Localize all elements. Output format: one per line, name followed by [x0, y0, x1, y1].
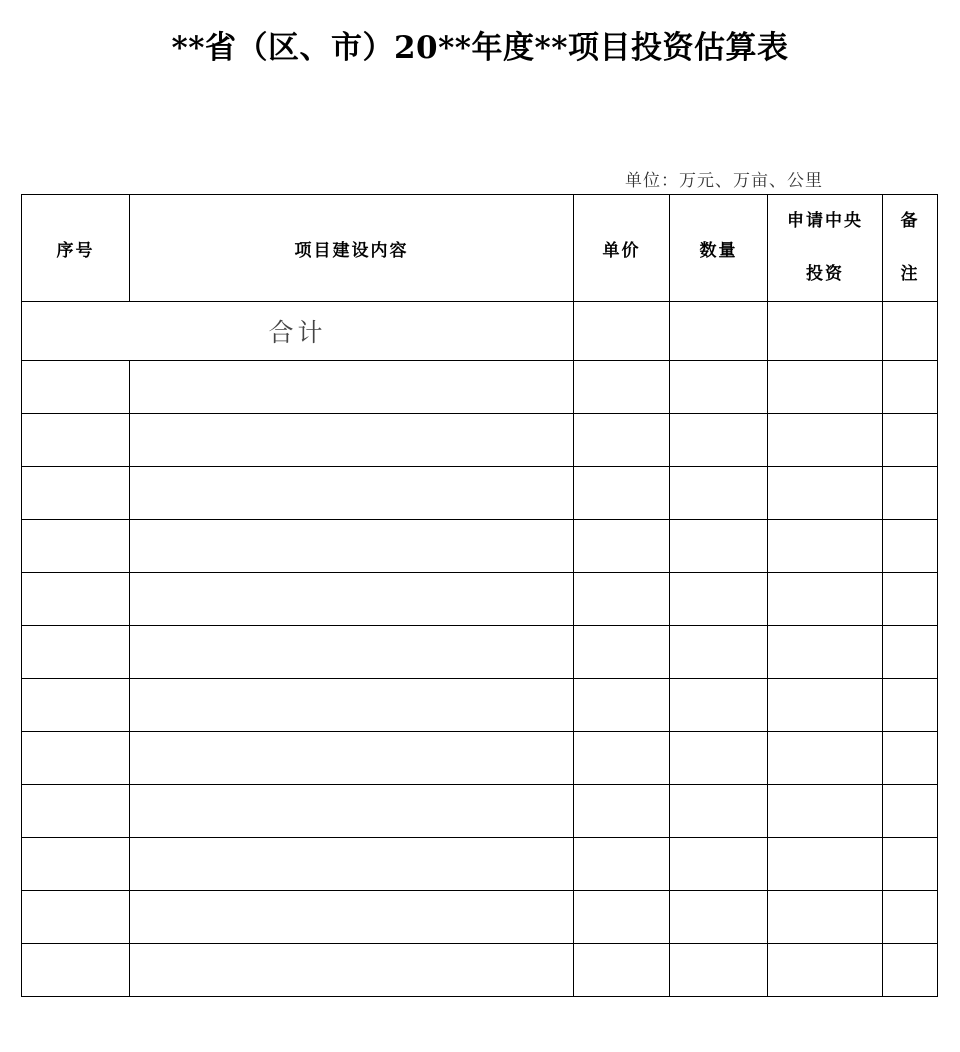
document-title: **省（区、市）20**年度**项目投资估算表	[171, 30, 789, 66]
total-central-investment-cell[interactable]	[768, 302, 883, 361]
remarks-cell[interactable]	[883, 838, 938, 891]
table-row	[22, 891, 938, 944]
header-seq: 序号	[22, 195, 130, 302]
seq-cell[interactable]	[22, 679, 130, 732]
total-row	[22, 302, 938, 361]
table-row	[22, 944, 938, 997]
seq-cell[interactable]	[22, 520, 130, 573]
unit-price-cell[interactable]	[574, 838, 670, 891]
unit-price-cell[interactable]	[574, 732, 670, 785]
content-cell[interactable]	[130, 732, 574, 785]
seq-cell[interactable]	[22, 732, 130, 785]
quantity-cell[interactable]	[670, 361, 768, 414]
content-cell[interactable]	[130, 361, 574, 414]
content-cell[interactable]	[130, 679, 574, 732]
content-cell[interactable]	[130, 520, 574, 573]
central-investment-cell[interactable]	[768, 679, 883, 732]
table-row	[22, 679, 938, 732]
seq-cell[interactable]	[22, 573, 130, 626]
remarks-cell[interactable]	[883, 361, 938, 414]
content-cell[interactable]	[130, 785, 574, 838]
header-remarks	[883, 195, 938, 302]
table-row	[22, 573, 938, 626]
table-row	[22, 467, 938, 520]
remarks-cell[interactable]	[883, 573, 938, 626]
header-remarks-line1: 备	[900, 211, 920, 231]
quantity-cell[interactable]	[670, 679, 768, 732]
unit-price-cell[interactable]	[574, 891, 670, 944]
content-cell[interactable]	[130, 626, 574, 679]
quantity-cell[interactable]	[670, 414, 768, 467]
central-investment-cell[interactable]	[768, 785, 883, 838]
seq-cell[interactable]	[22, 838, 130, 891]
unit-price-cell[interactable]	[574, 626, 670, 679]
table-row	[22, 414, 938, 467]
quantity-cell[interactable]	[670, 626, 768, 679]
header-central-investment-line2: 投资	[806, 264, 844, 284]
remarks-cell[interactable]	[883, 732, 938, 785]
header-unit-price: 单价	[574, 195, 670, 302]
investment-estimate-table	[21, 194, 938, 997]
header-remarks-line2: 注	[900, 264, 920, 284]
central-investment-cell[interactable]	[768, 520, 883, 573]
central-investment-cell[interactable]	[768, 891, 883, 944]
quantity-cell[interactable]	[670, 732, 768, 785]
quantity-cell[interactable]	[670, 573, 768, 626]
central-investment-cell[interactable]	[768, 626, 883, 679]
quantity-cell[interactable]	[670, 944, 768, 997]
unit-price-cell[interactable]	[574, 679, 670, 732]
content-cell[interactable]	[130, 838, 574, 891]
central-investment-cell[interactable]	[768, 732, 883, 785]
quantity-cell[interactable]	[670, 891, 768, 944]
unit-price-cell[interactable]	[574, 361, 670, 414]
quantity-cell[interactable]	[670, 520, 768, 573]
seq-cell[interactable]	[22, 891, 130, 944]
header-central-investment	[768, 195, 883, 302]
table-header-row	[22, 195, 938, 302]
content-cell[interactable]	[130, 414, 574, 467]
content-cell[interactable]	[130, 944, 574, 997]
central-investment-cell[interactable]	[768, 361, 883, 414]
unit-note: 单位：万元、万亩、公里	[625, 171, 823, 191]
total-remarks-cell[interactable]	[883, 302, 938, 361]
table-row	[22, 520, 938, 573]
table-row	[22, 626, 938, 679]
remarks-cell[interactable]	[883, 679, 938, 732]
quantity-cell[interactable]	[670, 785, 768, 838]
unit-price-cell[interactable]	[574, 467, 670, 520]
total-unit-price-cell[interactable]	[574, 302, 670, 361]
quantity-cell[interactable]	[670, 838, 768, 891]
table-row	[22, 732, 938, 785]
central-investment-cell[interactable]	[768, 944, 883, 997]
seq-cell[interactable]	[22, 467, 130, 520]
unit-price-cell[interactable]	[574, 944, 670, 997]
seq-cell[interactable]	[22, 361, 130, 414]
content-cell[interactable]	[130, 467, 574, 520]
header-central-investment-line1: 申请中央	[787, 211, 863, 231]
remarks-cell[interactable]	[883, 520, 938, 573]
total-label: 合计	[22, 302, 574, 361]
remarks-cell[interactable]	[883, 944, 938, 997]
table-row	[22, 361, 938, 414]
total-quantity-cell[interactable]	[670, 302, 768, 361]
central-investment-cell[interactable]	[768, 467, 883, 520]
quantity-cell[interactable]	[670, 467, 768, 520]
remarks-cell[interactable]	[883, 414, 938, 467]
central-investment-cell[interactable]	[768, 838, 883, 891]
unit-price-cell[interactable]	[574, 573, 670, 626]
central-investment-cell[interactable]	[768, 414, 883, 467]
content-cell[interactable]	[130, 891, 574, 944]
remarks-cell[interactable]	[883, 626, 938, 679]
unit-price-cell[interactable]	[574, 520, 670, 573]
seq-cell[interactable]	[22, 414, 130, 467]
remarks-cell[interactable]	[883, 891, 938, 944]
seq-cell[interactable]	[22, 626, 130, 679]
seq-cell[interactable]	[22, 785, 130, 838]
table-row	[22, 785, 938, 838]
central-investment-cell[interactable]	[768, 573, 883, 626]
content-cell[interactable]	[130, 573, 574, 626]
unit-price-cell[interactable]	[574, 785, 670, 838]
remarks-cell[interactable]	[883, 467, 938, 520]
header-quantity: 数量	[670, 195, 768, 302]
remarks-cell[interactable]	[883, 785, 938, 838]
seq-cell[interactable]	[22, 944, 130, 997]
header-content: 项目建设内容	[130, 195, 574, 302]
unit-price-cell[interactable]	[574, 414, 670, 467]
table-row	[22, 838, 938, 891]
